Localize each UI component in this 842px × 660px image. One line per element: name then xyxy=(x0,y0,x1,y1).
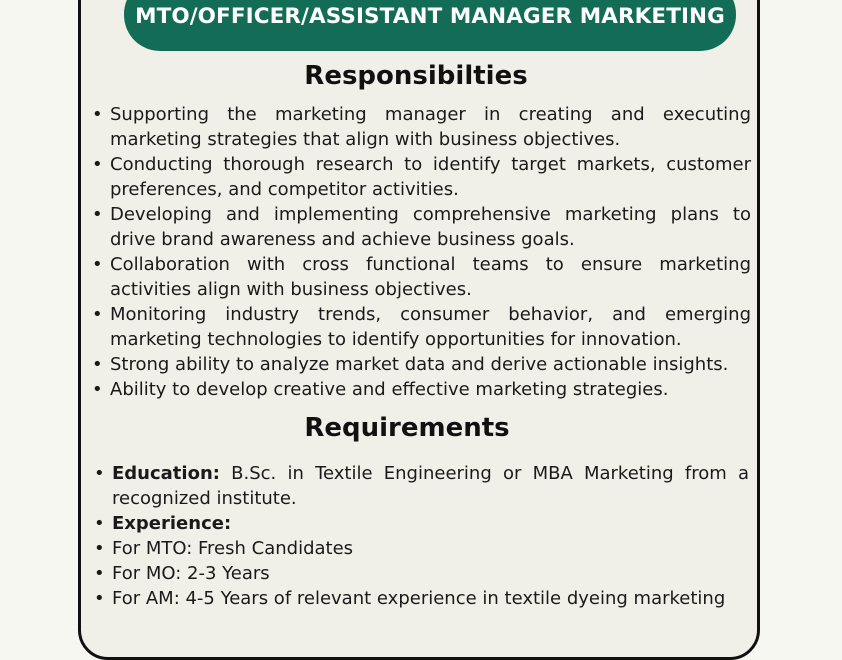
bullet-icon: • xyxy=(92,154,103,175)
list-item: • For MO: 2-3 Years xyxy=(94,563,270,584)
list-item: • For AM: 4-5 Years of relevant experience in textile dyeing marketing xyxy=(94,588,726,609)
education-label: Education: xyxy=(112,463,220,484)
list-item: • Conducting thorough research to identify target markets, customer preferences, and competitor activities. xyxy=(92,154,751,200)
list-item: • Developing and implementing comprehensive marketing plans to drive brand awareness and achieve business goals. xyxy=(92,204,751,250)
bullet-icon: • xyxy=(92,204,103,225)
bullet-icon: • xyxy=(92,254,103,275)
list-item: • For MTO: Fresh Candidates xyxy=(94,538,354,559)
education-text: B.Sc. in Textile Engineering or MBA Marketing from a recognized institute. xyxy=(112,463,749,509)
list-item: • Strong ability to analyze market data and derive actionable insights. xyxy=(92,354,729,375)
bullet-icon: • xyxy=(94,538,105,559)
requirements-list xyxy=(94,461,749,611)
bullet-icon: • xyxy=(94,588,105,609)
bullet-icon: • xyxy=(92,104,103,125)
list-item: • Monitoring industry trends, consumer behavior, and emerging marketing technologies to identify opportunities for innovation. xyxy=(92,304,751,350)
job-title: MTO/OFFICER/ASSISTANT MANAGER MARKETING xyxy=(135,4,725,29)
experience-label: Experience: xyxy=(112,513,232,534)
list-item: • Collaboration with cross functional teams to ensure marketing activities align with business objectives. xyxy=(92,254,751,300)
job-title-banner xyxy=(124,0,736,51)
responsibilities-list xyxy=(92,102,751,402)
bullet-icon: • xyxy=(92,379,103,400)
bullet-icon: • xyxy=(94,513,105,534)
bullet-icon: • xyxy=(92,354,103,375)
list-item: • Ability to develop creative and effective marketing strategies. xyxy=(92,379,669,400)
list-item-education xyxy=(94,461,749,511)
list-item-experience xyxy=(94,511,749,536)
bullet-icon: • xyxy=(94,463,105,484)
responsibilities-heading: Responsibilties xyxy=(304,61,528,91)
bullet-icon: • xyxy=(94,563,105,584)
list-item: • Supporting the marketing manager in creating and executing marketing strategies that align with business objectives. xyxy=(92,104,751,150)
requirements-heading: Requirements xyxy=(304,413,510,443)
bullet-icon: • xyxy=(92,304,103,325)
